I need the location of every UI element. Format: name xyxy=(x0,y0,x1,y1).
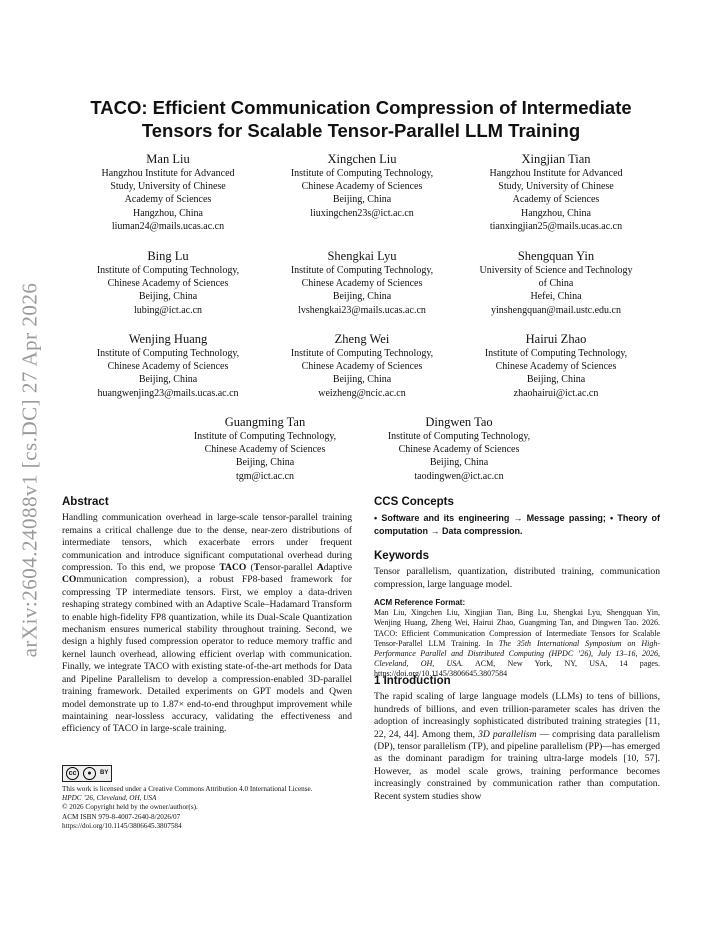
author-affiliation-line: Beijing, China xyxy=(332,194,392,206)
author-affiliation-line: Institute of Computing Technology, xyxy=(96,348,240,359)
author-name: Man Liu xyxy=(146,152,190,166)
author-name: Xingchen Liu xyxy=(327,152,397,166)
author-affiliation-line: Academy of Sciences xyxy=(512,194,600,206)
author-email[interactable]: lvshengkai23@mails.ucas.ac.cn xyxy=(298,304,426,316)
by-label: BY xyxy=(100,769,109,776)
author-name: Guangming Tan xyxy=(224,415,306,429)
isbn-line: ACM ISBN 979-8-4007-2640-8/2026/07 xyxy=(62,812,181,821)
author-affiliation-line: Institute of Computing Technology, xyxy=(290,265,434,276)
author-card xyxy=(70,332,266,400)
author-email[interactable]: weizheng@ncic.ac.cn xyxy=(318,387,406,399)
arxiv-id: arXiv:2604.24088v1 [cs.DC] 27 Apr 2026 xyxy=(17,282,42,658)
introduction-body: The rapid scaling of large language models (LLMs) to tens of billions, hundreds of billions, and even trillion-parameter scales has driven the adoption of increasingly sophisticated distributed training strategies [11, 22, 24, 44]. Among them, 3D parallelism — comprising data parallelism (DP), tensor parallelism (TP), and pipeline parallelism (PP)—has emerged as the dominant paradigm for training ultra-large models [10, 57]. However, as model scale grows, training performance becomes increasingly constrained by communication rather than computation. Recent system studies show xyxy=(374,691,660,802)
paper-title xyxy=(62,96,660,142)
author-affiliation-line: Chinese Academy of Sciences xyxy=(301,361,423,373)
license-line: This work is licensed under a Creative Commons Attribution 4.0 International License. xyxy=(62,785,313,793)
author-affiliation-line: Beijing, China xyxy=(429,457,489,469)
author-affiliation-line: Hangzhou Institute for Advanced xyxy=(489,168,623,179)
author-affiliation-line: Beijing, China xyxy=(332,291,392,303)
cc-icon: cc xyxy=(66,767,79,780)
author-card xyxy=(361,415,557,483)
author-affiliation-line: Institute of Computing Technology, xyxy=(290,168,434,179)
author-affiliation-line: Beijing, China xyxy=(138,374,198,386)
author-affiliation-line: Beijing, China xyxy=(138,291,198,303)
author-affiliation-line: Institute of Computing Technology, xyxy=(387,431,531,442)
arxiv-sidebar xyxy=(10,260,50,680)
author-affiliation-line: Beijing, China xyxy=(332,374,392,386)
author-affiliation-line: Beijing, China xyxy=(235,457,295,469)
author-affiliation-line: Institute of Computing Technology, xyxy=(193,431,337,442)
author-name: Shengquan Yin xyxy=(517,249,595,263)
title-line-2: Tensors for Scalable Tensor-Parallel LLM Training xyxy=(141,120,581,141)
author-affiliation-line: Institute of Computing Technology, xyxy=(96,265,240,276)
license-block xyxy=(62,765,352,831)
acm-reference-heading: ACM Reference Format: xyxy=(374,598,466,607)
ccs-body: • Software and its engineering → Message passing; • Theory of computation → Data compression. xyxy=(374,513,660,536)
author-affiliation-line: Chinese Academy of Sciences xyxy=(204,444,326,456)
author-card xyxy=(264,249,460,317)
author-affiliation-line: Institute of Computing Technology, xyxy=(290,348,434,359)
author-name: Dingwen Tao xyxy=(425,415,493,429)
author-card xyxy=(458,332,654,400)
author-affiliation-line: Study, University of Chinese xyxy=(498,181,614,193)
author-affiliation-line: Chinese Academy of Sciences xyxy=(301,181,423,193)
ccs-section xyxy=(374,496,660,537)
title-line-1: TACO: Efficient Communication Compression of Intermediate xyxy=(90,97,632,118)
author-email[interactable]: liuxingchen23s@ict.ac.cn xyxy=(310,207,414,219)
author-card xyxy=(264,152,460,220)
author-affiliation-line: Chinese Academy of Sciences xyxy=(107,361,229,373)
author-affiliation-line: Chinese Academy of Sciences xyxy=(495,361,617,373)
ccs-heading: CCS Concepts xyxy=(374,496,454,508)
copyright-line: © 2026 Copyright held by the owner/author(s). xyxy=(62,803,198,812)
author-affiliation-line: Beijing, China xyxy=(526,374,586,386)
author-card xyxy=(264,332,460,400)
author-email[interactable]: tgm@ict.ac.cn xyxy=(235,470,295,482)
author-name: Hairui Zhao xyxy=(525,332,587,346)
acm-reference-section xyxy=(374,598,660,680)
author-card xyxy=(167,415,363,483)
author-name: Wenjing Huang xyxy=(128,332,208,346)
abstract-body: Handling communication overhead in large-scale tensor-parallel training remains a critical challenge due to the dense, near-zero distributions of intermediate tensors, which exacerbate errors under frequent communication and introduce significant computational overhead during compression. To this end, we propose TACO (Tensor-parallel Adaptive COmmunication compression), a robust FP8-based framework for compressing TP intermediate tensors. First, we employ a data-driven reshaping strategy combined with an Adaptive Scale–Hadamard Transform to enable high-fidelity FP8 quantization, while its Dual-Scale Quantization mechanism ensures numerical stability throughout training. Second, we design a highly fused compression operator to reduce memory traffic and kernel launch overhead, allowing efficient overlap with communication. Finally, we integrate TACO with existing state-of-the-art methods for Data and Pipeline Parallelism to develop a compression-enabled 3D-parallel training framework. Detailed experiments on GPT models and Qwen model demonstrate up to 1.87× end-to-end throughput improvement while maintaining near-lossless accuracy, validating the effectiveness and efficiency of TACO in large-scale training. xyxy=(62,512,352,735)
author-email[interactable]: tianxingjian25@mails.ucas.ac.cn xyxy=(489,220,623,232)
author-affiliation-line: Academy of Sciences xyxy=(124,194,212,206)
cc-by-license-icon[interactable] xyxy=(62,765,112,782)
author-name: Bing Lu xyxy=(147,249,189,263)
author-affiliation-line: Hangzhou, China xyxy=(521,207,591,219)
acm-reference-body: Man Liu, Xingchen Liu, Xingjian Tian, Bing Lu, Shengkai Lyu, Shengquan Yin, Wenjing Huang, Zheng Wei, Hairui Zhao, Guangming Tan, and Dingwen Tao. 2026. TACO: Efficient Communication Compression of Intermediate Tensors for Scalable Tensor-Parallel LLM Training. In The 35th International Symposium on High-Performance Parallel and Distributed Computing (HPDC ’26), July 13–16, 2026, Cleveland, OH, USA. ACM, New York, NY, USA, 14 pages. https://doi.org/10.1145/3806645.3807584 xyxy=(374,608,661,679)
author-affiliation-line: Hefei, China xyxy=(530,291,582,303)
keywords-section xyxy=(374,550,660,591)
author-email[interactable]: taodingwen@ict.ac.cn xyxy=(414,470,504,482)
introduction-heading: 1 Introduction xyxy=(374,675,451,687)
author-email[interactable]: yinshengquan@mail.ustc.edu.cn xyxy=(490,304,621,316)
author-card xyxy=(70,152,266,233)
author-affiliation-line: Chinese Academy of Sciences xyxy=(398,444,520,456)
author-affiliation-line: Chinese Academy of Sciences xyxy=(301,278,423,290)
author-email[interactable]: liuman24@mails.ucas.ac.cn xyxy=(111,220,225,232)
author-name: Xingjian Tian xyxy=(521,152,591,166)
author-affiliation-line: University of Science and Technology xyxy=(479,265,633,276)
author-email[interactable]: lubing@ict.ac.cn xyxy=(133,304,203,316)
author-affiliation-line: of China xyxy=(538,278,574,290)
author-name: Zheng Wei xyxy=(334,332,390,346)
author-card xyxy=(458,152,654,233)
author-affiliation-line: Chinese Academy of Sciences xyxy=(107,278,229,290)
by-icon: ● xyxy=(83,767,96,780)
author-affiliation-line: Study, University of Chinese xyxy=(110,181,226,193)
introduction-section xyxy=(374,675,660,803)
author-affiliation-line: Institute of Computing Technology, xyxy=(484,348,628,359)
keywords-body: Tensor parallelism, quantization, distributed training, communication compression, large language model. xyxy=(374,566,660,590)
author-affiliation-line: Hangzhou Institute for Advanced xyxy=(101,168,235,179)
doi-link[interactable]: https://doi.org/10.1145/3806645.3807584 xyxy=(62,821,182,830)
author-email[interactable]: zhaohairui@ict.ac.cn xyxy=(513,387,599,399)
author-affiliation-line: Hangzhou, China xyxy=(133,207,203,219)
author-email[interactable]: huangwenjing23@mails.ucas.ac.cn xyxy=(97,387,239,399)
abstract-heading: Abstract xyxy=(62,496,109,508)
abstract-section xyxy=(62,496,352,736)
author-name: Shengkai Lyu xyxy=(327,249,397,263)
conference-line: HPDC ’26, Cleveland, OH, USA xyxy=(62,794,157,803)
author-card xyxy=(458,249,654,317)
keywords-heading: Keywords xyxy=(374,550,429,562)
author-card xyxy=(70,249,266,317)
